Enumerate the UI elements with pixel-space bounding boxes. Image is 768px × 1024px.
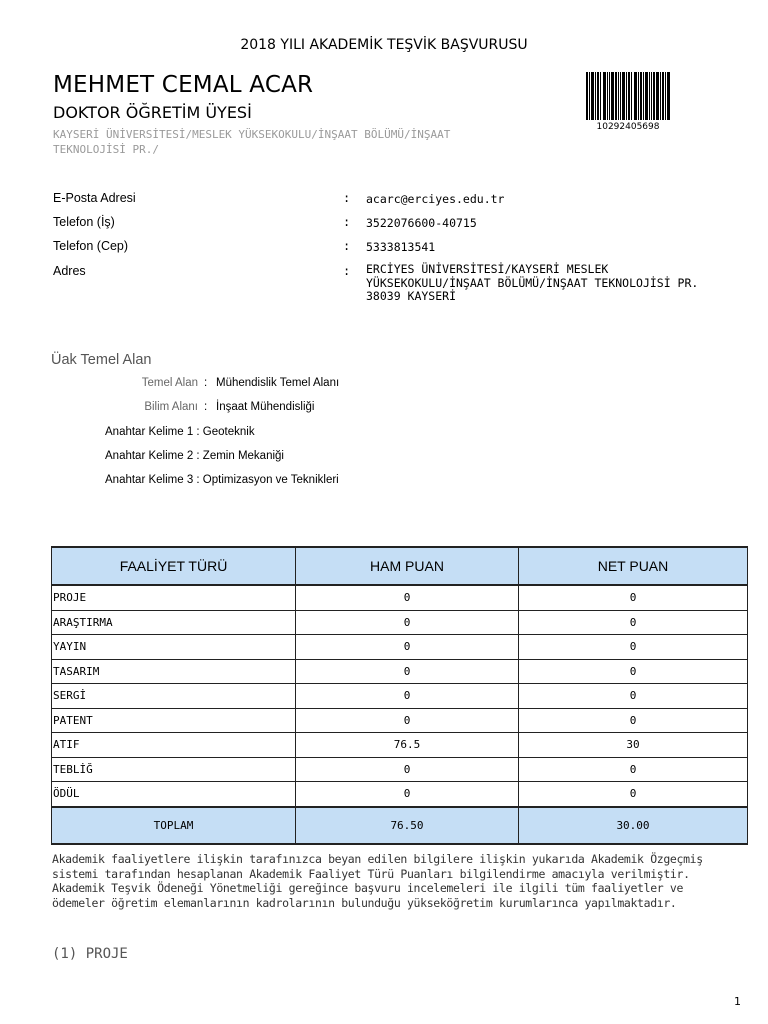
table-row: [52, 635, 748, 660]
header-activity-type: FAALİYET TÜRÜ: [52, 547, 296, 585]
person-rank: DOKTOR ÖĞRETİM ÜYESİ: [53, 103, 252, 122]
bilim-alani-value: İnşaat Mühendisliği: [216, 401, 315, 413]
phone-mobile-value: 5333813541: [366, 240, 436, 254]
row-ham: 0: [296, 585, 519, 610]
row-type: ATIF: [52, 733, 296, 758]
table-row: [52, 659, 748, 684]
header-ham-puan: HAM PUAN: [296, 547, 519, 585]
header-net-puan: NET PUAN: [519, 547, 748, 585]
email-value: acarc@erciyes.edu.tr: [366, 192, 505, 206]
table-row: [52, 757, 748, 782]
total-label: TOPLAM: [52, 807, 296, 844]
info-note: [52, 852, 752, 910]
row-ham: 0: [296, 610, 519, 635]
temel-alan-sep: :: [204, 377, 208, 389]
email-label: E-Posta Adresi: [53, 191, 136, 205]
temel-alan-value: Mühendislik Temel Alanı: [216, 377, 340, 389]
row-ham: 0: [296, 684, 519, 709]
row-type: ARAŞTIRMA: [52, 610, 296, 635]
temel-alan-label: Temel Alan: [141, 377, 198, 389]
row-ham: 0: [296, 782, 519, 807]
table-row: [52, 708, 748, 733]
department-line-2: TEKNOLOJİSİ PR./: [53, 143, 159, 156]
row-type: TEBLİĞ: [52, 757, 296, 782]
row-net: 0: [519, 708, 748, 733]
uak-heading: Üak Temel Alan: [51, 352, 152, 368]
person-department: [53, 127, 553, 157]
table-row: [52, 610, 748, 635]
row-ham: 0: [296, 708, 519, 733]
note-line-4: ödemeler öğretim elemanlarının kadrolarının bulunduğu yükseköğretim kurumlarınca yapılmaktadır.: [52, 895, 677, 910]
table-row: [52, 585, 748, 610]
note-line-2: sistemi tarafından hesaplanan Akademik Faaliyet Türü Puanları bilgilendirme amacıyla verilmiştir.: [52, 866, 690, 881]
keyword-2: Anahtar Kelime 2 : Zemin Mekaniği: [105, 450, 284, 462]
row-ham: 0: [296, 635, 519, 660]
row-net: 0: [519, 684, 748, 709]
row-net: 30: [519, 733, 748, 758]
table-header-row: [52, 547, 748, 585]
row-net: 0: [519, 585, 748, 610]
address-line-2: YÜKSEKOKULU/İNŞAAT BÖLÜMÜ/İNŞAAT TEKNOLOJİSİ PR.: [366, 275, 699, 290]
address-value: [366, 263, 746, 304]
row-net: 0: [519, 610, 748, 635]
row-ham: 0: [296, 659, 519, 684]
table-total-row: [52, 807, 748, 844]
table-row: [52, 733, 748, 758]
keyword-3: Anahtar Kelime 3 : Optimizasyon ve Teknikleri: [105, 474, 339, 486]
row-type: SERGİ: [52, 684, 296, 709]
row-ham: 76.5: [296, 733, 519, 758]
row-net: 0: [519, 782, 748, 807]
note-line-3: Akademik Teşvik Ödeneği Yönetmeliği gereğince başvuru incelemeleri ile ilgili tüm faaliyetler ve: [52, 881, 684, 895]
address-label: Adres: [53, 264, 86, 278]
phone-mobile-colon: :: [343, 239, 351, 253]
row-net: 0: [519, 659, 748, 684]
bilim-alani-sep: :: [204, 401, 208, 413]
row-type: TASARIM: [52, 659, 296, 684]
row-net: 0: [519, 757, 748, 782]
barcode-number: 10292405698: [596, 122, 660, 132]
keyword-1: Anahtar Kelime 1 : Geoteknik: [105, 426, 255, 438]
row-net: 0: [519, 635, 748, 660]
email-colon: :: [343, 191, 351, 205]
person-name: MEHMET CEMAL ACAR: [53, 72, 314, 98]
section-heading-proje: (1) PROJE: [52, 946, 128, 962]
department-line-1: KAYSERİ ÜNİVERSİTESİ/MESLEK YÜKSEKOKULU/İNŞAAT BÖLÜMÜ/İNŞAAT: [53, 128, 451, 141]
row-ham: 0: [296, 757, 519, 782]
table-row: [52, 684, 748, 709]
address-line-1: ERCİYES ÜNİVERSİTESİ/KAYSERİ MESLEK: [366, 262, 609, 276]
phone-work-colon: :: [343, 215, 351, 229]
bilim-alani-label: Bilim Alanı: [144, 401, 198, 413]
score-table: [51, 546, 748, 845]
document-title: 2018 YILI AKADEMİK TEŞVİK BAŞVURUSU: [240, 37, 528, 53]
address-line-3: 38039 KAYSERİ: [366, 289, 457, 303]
address-colon: :: [343, 264, 351, 278]
row-type: YAYIN: [52, 635, 296, 660]
phone-mobile-label: Telefon (Cep): [53, 239, 129, 253]
table-row: [52, 782, 748, 807]
note-line-1: Akademik faaliyetlere ilişkin tarafınızca beyan edilen bilgilere ilişkin yukarıda Akademik Özgeçmiş: [52, 852, 703, 866]
phone-work-value: 3522076600-40715: [366, 216, 477, 230]
total-ham: 76.50: [296, 807, 519, 844]
row-type: ÖDÜL: [52, 782, 296, 807]
phone-work-label: Telefon (İş): [53, 215, 115, 229]
page-number: 1: [734, 995, 741, 1008]
total-net: 30.00: [519, 807, 748, 844]
row-type: PROJE: [52, 585, 296, 610]
barcode-image: [586, 72, 670, 120]
row-type: PATENT: [52, 708, 296, 733]
